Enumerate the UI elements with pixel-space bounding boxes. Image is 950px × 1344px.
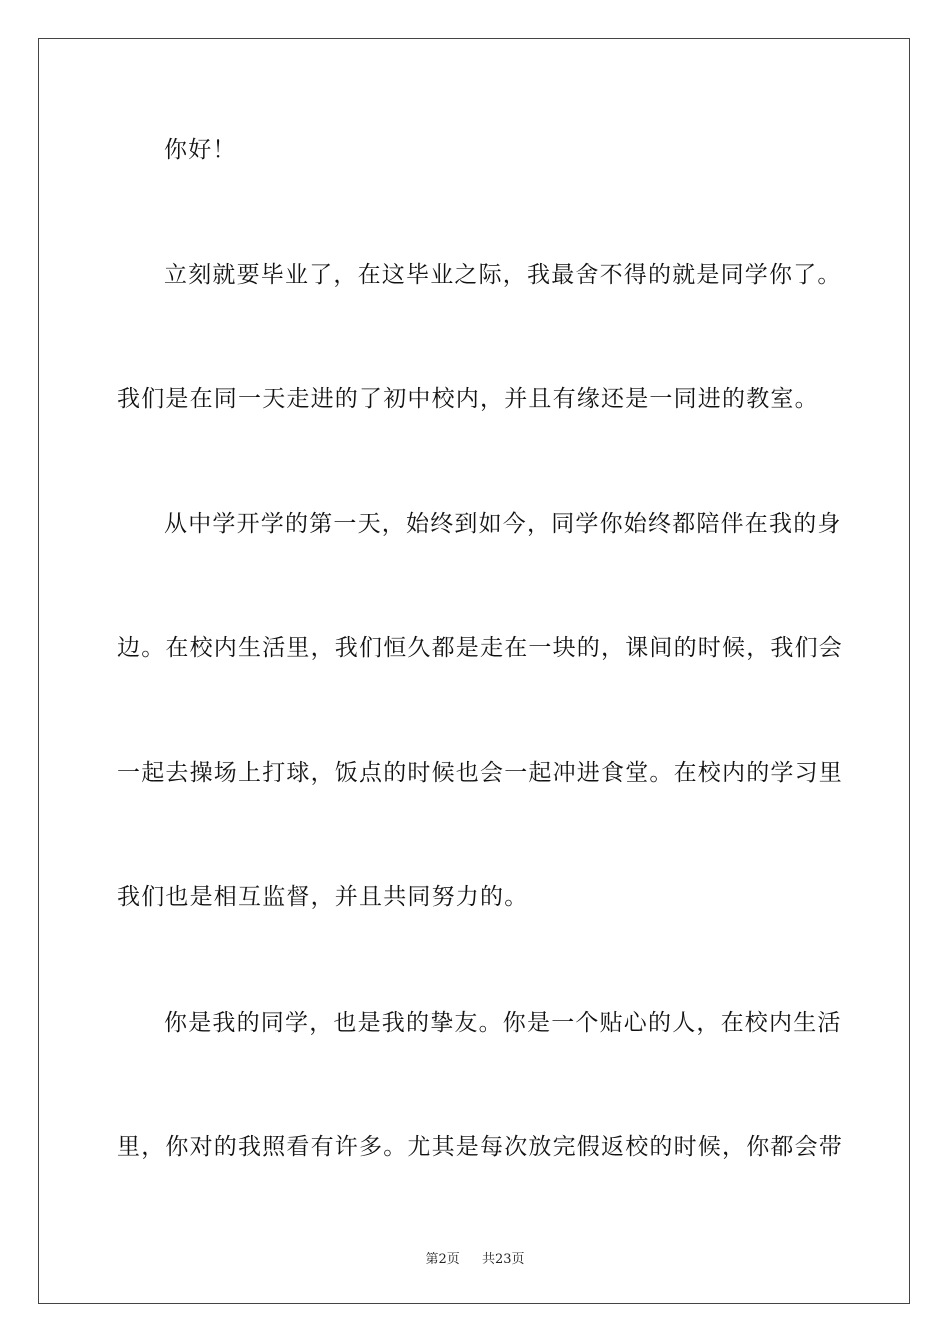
paragraph-line: 你是我的同学，也是我的挚友。你是一个贴心的人，在校内生活 — [164, 1010, 842, 1036]
page-footer — [0, 1248, 950, 1267]
paragraph-line: 从中学开学的第一天，始终到如今，同学你始终都陪伴在我的身 — [164, 511, 842, 537]
paragraph-line: 我们也是相互监督，并且共同努力的。 — [117, 884, 529, 910]
greeting-line: 你好！ — [164, 137, 237, 163]
page-border — [38, 38, 910, 1304]
paragraph-line: 边。在校内生活里，我们恒久都是走在一块的，课间的时候，我们会 — [117, 635, 843, 661]
current-page-number: 第2页 — [425, 1252, 460, 1267]
total-pages-count: 共23页 — [482, 1252, 525, 1267]
paragraph-line: 立刻就要毕业了，在这毕业之际，我最舍不得的就是同学你了。 — [164, 262, 842, 288]
paragraph-line: 里，你对的我照看有许多。尤其是每次放完假返校的时候，你都会带 — [117, 1134, 843, 1160]
paragraph-line: 我们是在同一天走进的了初中校内，并且有缘还是一同进的教室。 — [117, 386, 819, 412]
paragraph-line: 一起去操场上打球，饭点的时候也会一起冲进食堂。在校内的学习里 — [117, 760, 843, 786]
